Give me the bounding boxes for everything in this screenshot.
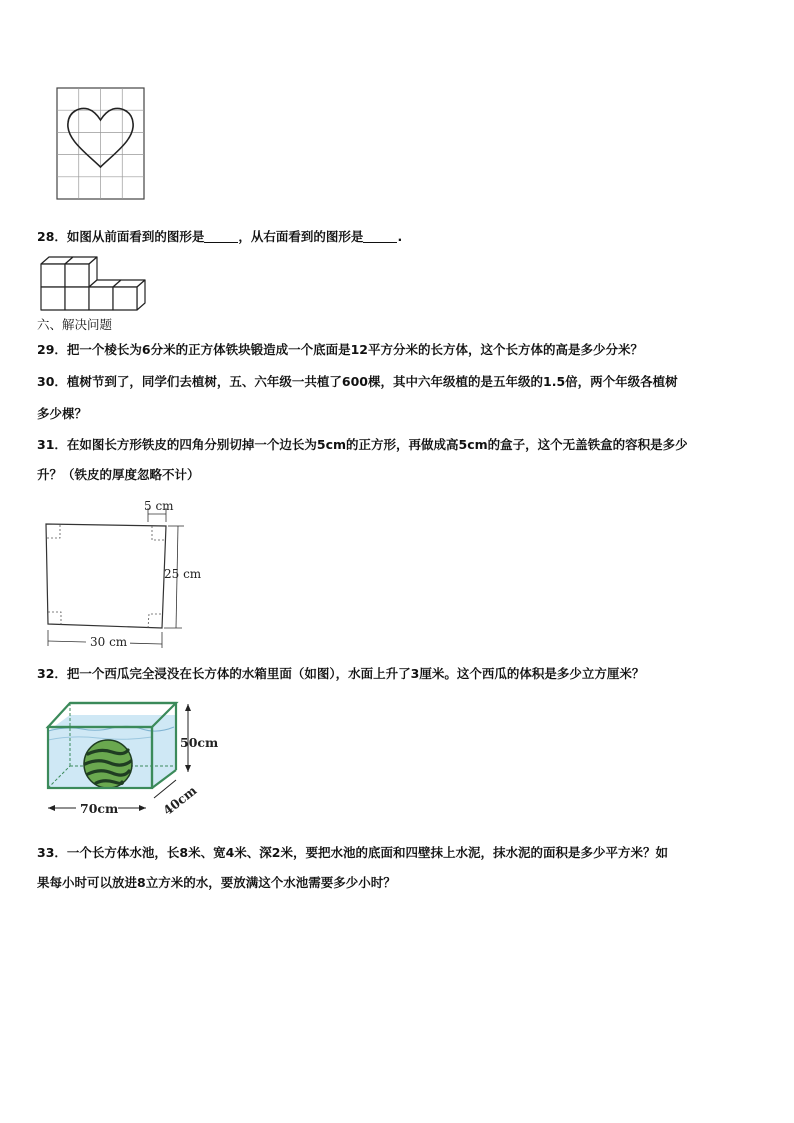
section-title: 六、解决问题 bbox=[37, 317, 113, 332]
iron-sheet-figure bbox=[36, 496, 216, 650]
tank-depth-label: 40cm bbox=[160, 782, 200, 819]
question-text-line1: 一个长方体水池，长8米、宽4米、深2米，要把水池的底面和四壁抹上水泥，抹水泥的面积是多少平方米？如 bbox=[66, 845, 669, 860]
question-number: 28． bbox=[37, 229, 67, 244]
question-29 bbox=[37, 337, 759, 363]
question-text-end: . bbox=[397, 229, 403, 244]
question-33 bbox=[37, 840, 759, 896]
watermelon-icon bbox=[84, 740, 132, 788]
question-text: 把一个西瓜完全浸没在长方体的水箱里面（如图），水面上升了3厘米。这个西瓜的体积是多少立方厘米？ bbox=[66, 666, 645, 681]
question-number: 31． bbox=[37, 437, 67, 452]
question-text-a: 如图从前面看到的图形是 bbox=[66, 229, 205, 244]
question-number: 30． bbox=[37, 374, 67, 389]
question-number: 32． bbox=[37, 666, 67, 681]
question-text-line1: 植树节到了，同学们去植树，五、六年级一共植了600棵，其中六年级植的是五年级的1.5倍，两个年级各植树 bbox=[66, 374, 678, 389]
question-text-line2: 多少棵？ bbox=[37, 406, 88, 421]
question-31 bbox=[37, 432, 759, 488]
question-number: 33． bbox=[37, 845, 67, 860]
question-30 bbox=[37, 369, 759, 427]
corner-size-label: 5 cm bbox=[144, 499, 174, 513]
answer-blank-right[interactable] bbox=[363, 228, 397, 243]
tank-length-label: 70cm bbox=[80, 801, 119, 816]
answer-blank-front[interactable] bbox=[204, 228, 238, 243]
question-32 bbox=[37, 661, 759, 687]
question-text-b: ，从右面看到的图形是 bbox=[238, 229, 364, 244]
question-text-line2: 升？（铁皮的厚度忽略不计） bbox=[37, 467, 200, 482]
question-text-line1: 在如图长方形铁皮的四角分别切掉一个边长为5cm的正方形，再做成高5cm的盒子，这个无盖铁盒的容积是多少 bbox=[66, 437, 688, 452]
question-text-line2: 果每小时可以放进8立方米的水，要放满这个水池需要多少小时？ bbox=[37, 875, 396, 890]
question-number: 29． bbox=[37, 342, 67, 357]
width-label: 30 cm bbox=[90, 635, 128, 649]
cubes-figure bbox=[40, 256, 150, 314]
tank-height-label: 50cm bbox=[180, 735, 219, 750]
height-label: 25 cm bbox=[164, 567, 202, 581]
question-text: 把一个棱长为6分米的正方体铁块锻造成一个底面是12平方分米的长方体，这个长方体的高是多少分米？ bbox=[66, 342, 644, 357]
question-28 bbox=[37, 224, 759, 250]
heart-grid-figure bbox=[56, 87, 146, 201]
water-tank-figure bbox=[42, 700, 232, 820]
